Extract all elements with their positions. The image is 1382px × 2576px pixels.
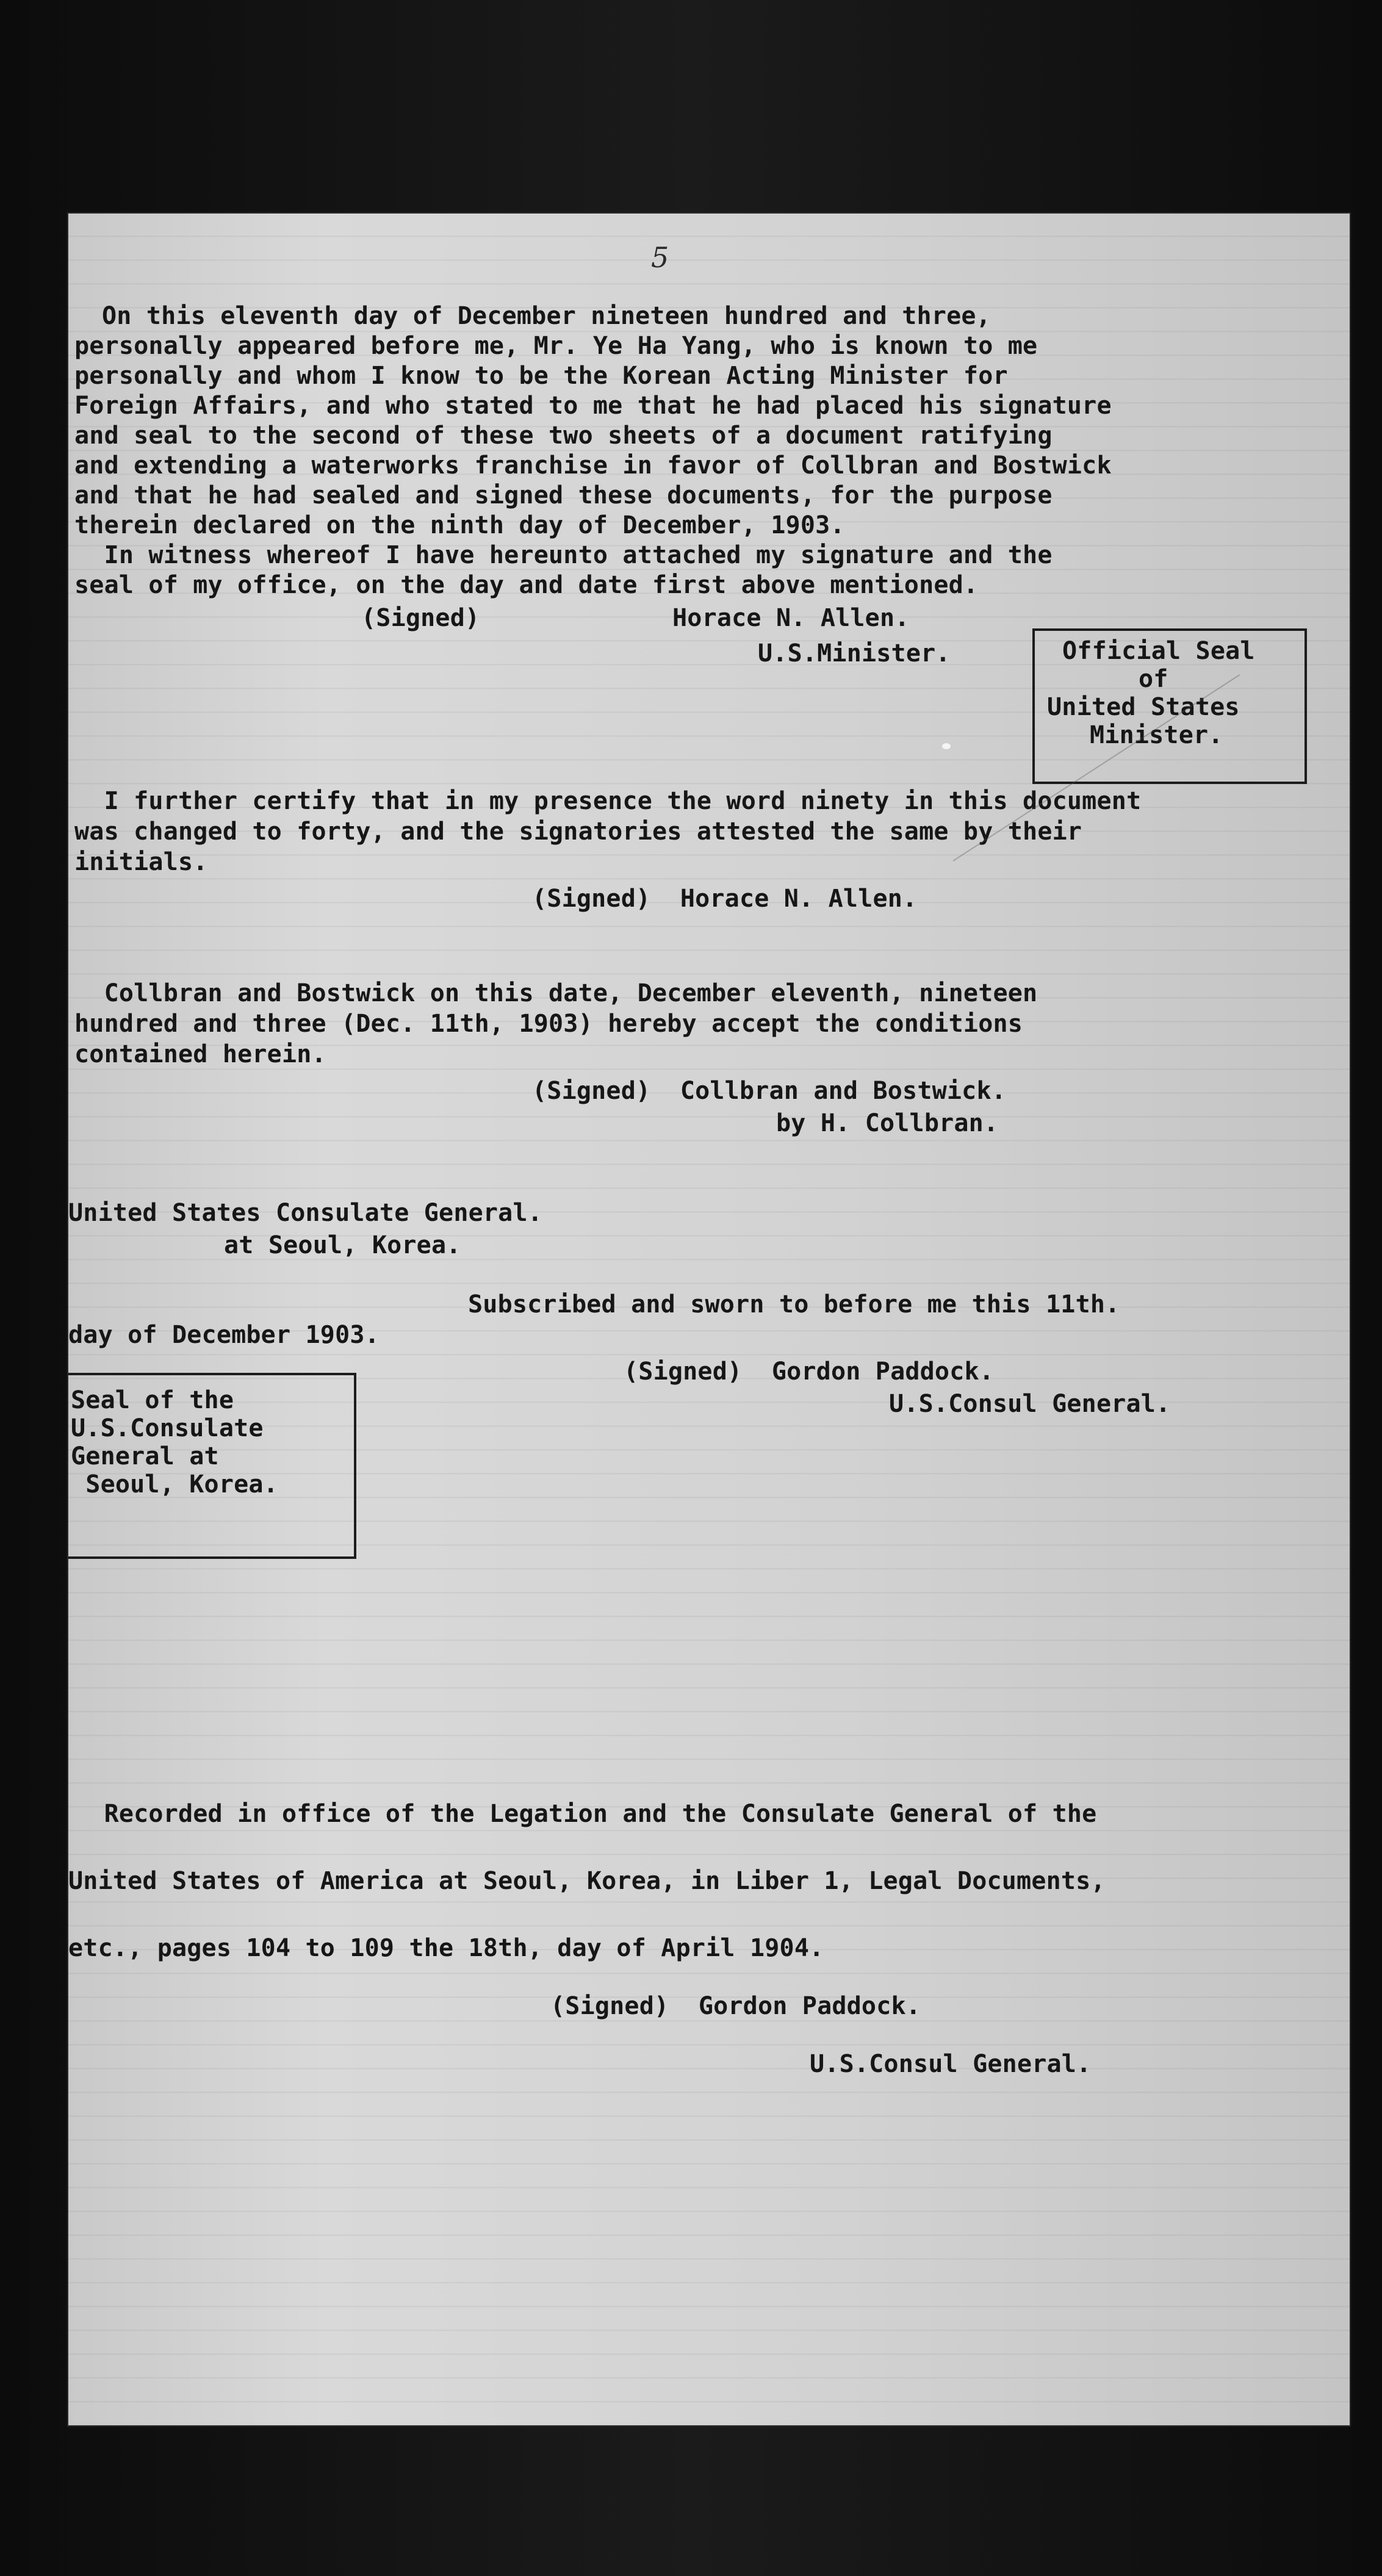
accept-signature: (Signed) Collbran and Bostwick. [532, 1077, 1007, 1105]
certify-signature: (Signed) Horace N. Allen. [532, 885, 918, 913]
accept-signature-by: by H. Collbran. [776, 1109, 999, 1137]
minister-seal-line-1: Official Seal [1062, 637, 1255, 665]
ack-line-3: personally and whom I know to be the Korean Acting Minister for [74, 362, 1008, 390]
sworn-line-1: Subscribed and sworn to before me this 11th. [468, 1290, 1120, 1319]
recorded-line-1: Recorded in office of the Legation and the Consulate General of the [74, 1800, 1097, 1828]
document-page [68, 214, 1350, 2425]
accept-line-2: hundred and three (Dec. 11th, 1903) hereby accept the conditions [74, 1010, 1023, 1038]
allen-signed-label: (Signed) [361, 604, 480, 632]
certify-line-3: initials. [74, 848, 208, 876]
ack-line-1: On this eleventh day of December nineteen hundred and three, [102, 302, 991, 330]
recorded-line-2: United States of America at Seoul, Korea, in Liber 1, Legal Documents, [68, 1867, 1106, 1895]
consul-seal-line-2: U.S.Consulate [71, 1414, 264, 1442]
minister-seal-line-3: United States [1047, 693, 1240, 721]
accept-line-3: contained herein. [74, 1040, 326, 1068]
ack-line-5: and seal to the second of these two sheets of a document ratifying [74, 422, 1053, 450]
ack-line-7: and that he had sealed and signed these documents, for the purpose [74, 481, 1053, 509]
ack-line-6: and extending a waterworks franchise in favor of Collbran and Bostwick [74, 452, 1112, 480]
minister-seal-box [1032, 628, 1307, 784]
film-dust-spot [942, 743, 951, 749]
consul-seal-line-1: Seal of the [71, 1386, 234, 1414]
consul-seal-line-3: General at [71, 1442, 219, 1470]
consulate-line-2: at Seoul, Korea. [224, 1231, 461, 1259]
certify-line-1: I further certify that in my presence the word ninety in this document [74, 787, 1142, 815]
accept-line-1: Collbran and Bostwick on this date, December eleventh, nineteen [74, 979, 1038, 1007]
page-number-mark: 5 [651, 241, 669, 274]
recorded-signature: (Signed) Gordon Paddock. [550, 1992, 921, 2020]
ack-line-2: personally appeared before me, Mr. Ye Ha Yang, who is known to me [74, 332, 1038, 360]
consulate-line-1: United States Consulate General. [68, 1199, 543, 1227]
recorded-line-3: etc., pages 104 to 109 the 18th, day of April 1904. [68, 1934, 824, 1962]
recorded-title: U.S.Consul General. [810, 2050, 1092, 2078]
consul-seal-box [68, 1373, 356, 1559]
sworn-line-2: day of December 1903. [68, 1321, 380, 1349]
paddock-signature: (Signed) Gordon Paddock. [624, 1358, 995, 1386]
minister-seal-line-4: Minister. [1090, 721, 1223, 749]
certify-line-2: was changed to forty, and the signatories attested the same by their [74, 818, 1082, 846]
ack-line-9: In witness whereof I have hereunto attached my signature and the [74, 541, 1053, 569]
allen-signature: Horace N. Allen. [672, 604, 910, 632]
ack-line-10: seal of my office, on the day and date first above mentioned. [74, 571, 979, 599]
paddock-title: U.S.Consul General. [889, 1390, 1171, 1418]
allen-title: U.S.Minister. [758, 639, 951, 667]
consul-seal-line-4: Seoul, Korea. [71, 1470, 278, 1498]
minister-seal-line-2: of [1139, 665, 1168, 693]
ack-line-8: therein declared on the ninth day of December, 1903. [74, 511, 845, 539]
ack-line-4: Foreign Affairs, and who stated to me that he had placed his signature [74, 392, 1112, 420]
